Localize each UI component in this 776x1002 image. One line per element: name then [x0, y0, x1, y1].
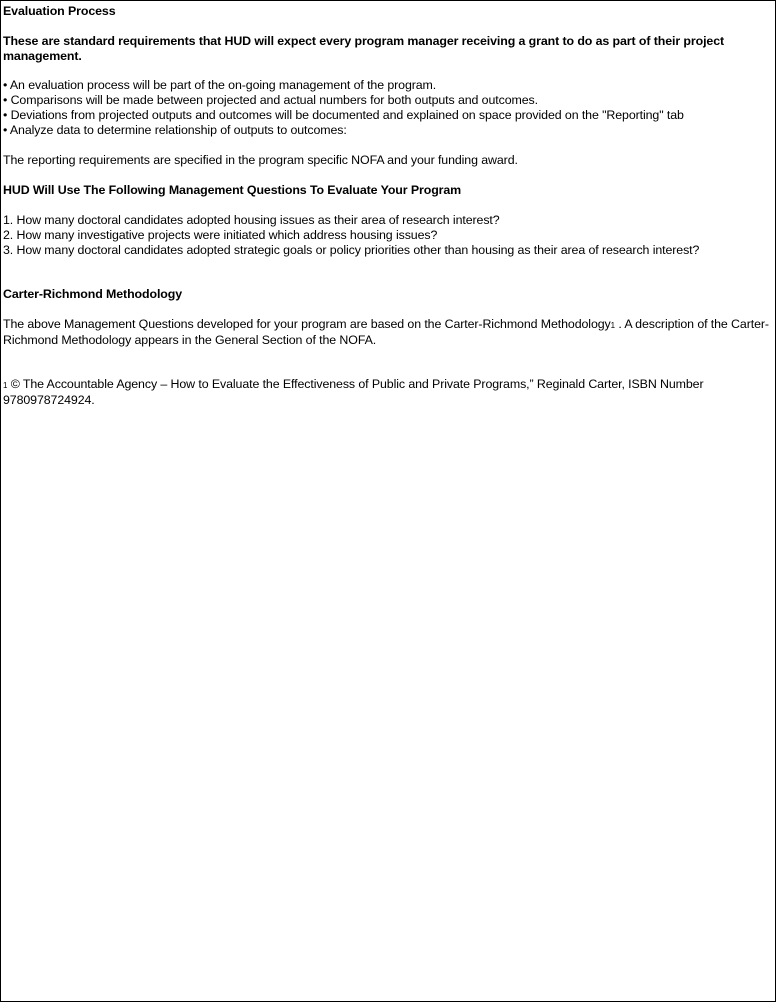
bullet-item: • An evaluation process will be part of the on-going management of the program. — [3, 78, 437, 92]
methodology-text: The above Management Questions developed for your program are based on the Carter-Richmond Methodology — [3, 317, 611, 331]
bullet-list — [3, 78, 773, 138]
questions-heading: HUD Will Use The Following Management Questions To Evaluate Your Program — [3, 183, 462, 197]
question-item: 3. How many doctoral candidates adopted strategic goals or policy priorities other than housing as their area of research interest? — [3, 243, 700, 257]
footnote-text: © The Accountable Agency – How to Evaluate the Effectiveness of Public and Private Programs,” Reginald Carter, ISBN Number 9780978724924. — [3, 377, 704, 407]
methodology-paragraph — [3, 317, 773, 348]
question-item: 1. How many doctoral candidates adopted housing issues as their area of research interest? — [3, 213, 500, 227]
page-title: Evaluation Process — [3, 4, 116, 18]
bullet-item: • Deviations from projected outputs and outcomes will be documented and explained on space provided on the "Reporting" tab — [3, 108, 684, 122]
methodology-text-continued: . A description of the Carter-Richmond Methodology appears in the General Section of the NOFA. — [3, 317, 769, 347]
reporting-note: The reporting requirements are specified in the program specific NOFA and your funding award. — [3, 153, 518, 167]
footnote-number: 1 — [3, 381, 8, 390]
intro-paragraph: These are standard requirements that HUD will expect every program manager receiving a grant to do as part of their project management. — [3, 34, 725, 63]
bullet-item: • Analyze data to determine relationship of outputs to outcomes: — [3, 123, 347, 137]
questions-list — [3, 213, 773, 258]
question-item: 2. How many investigative projects were initiated which address housing issues? — [3, 228, 438, 242]
footnote — [3, 377, 773, 408]
footnote-reference: 1 — [610, 321, 615, 330]
bullet-item: • Comparisons will be made between projected and actual numbers for both outputs and outcomes. — [3, 93, 538, 107]
methodology-heading: Carter-Richmond Methodology — [3, 287, 183, 301]
